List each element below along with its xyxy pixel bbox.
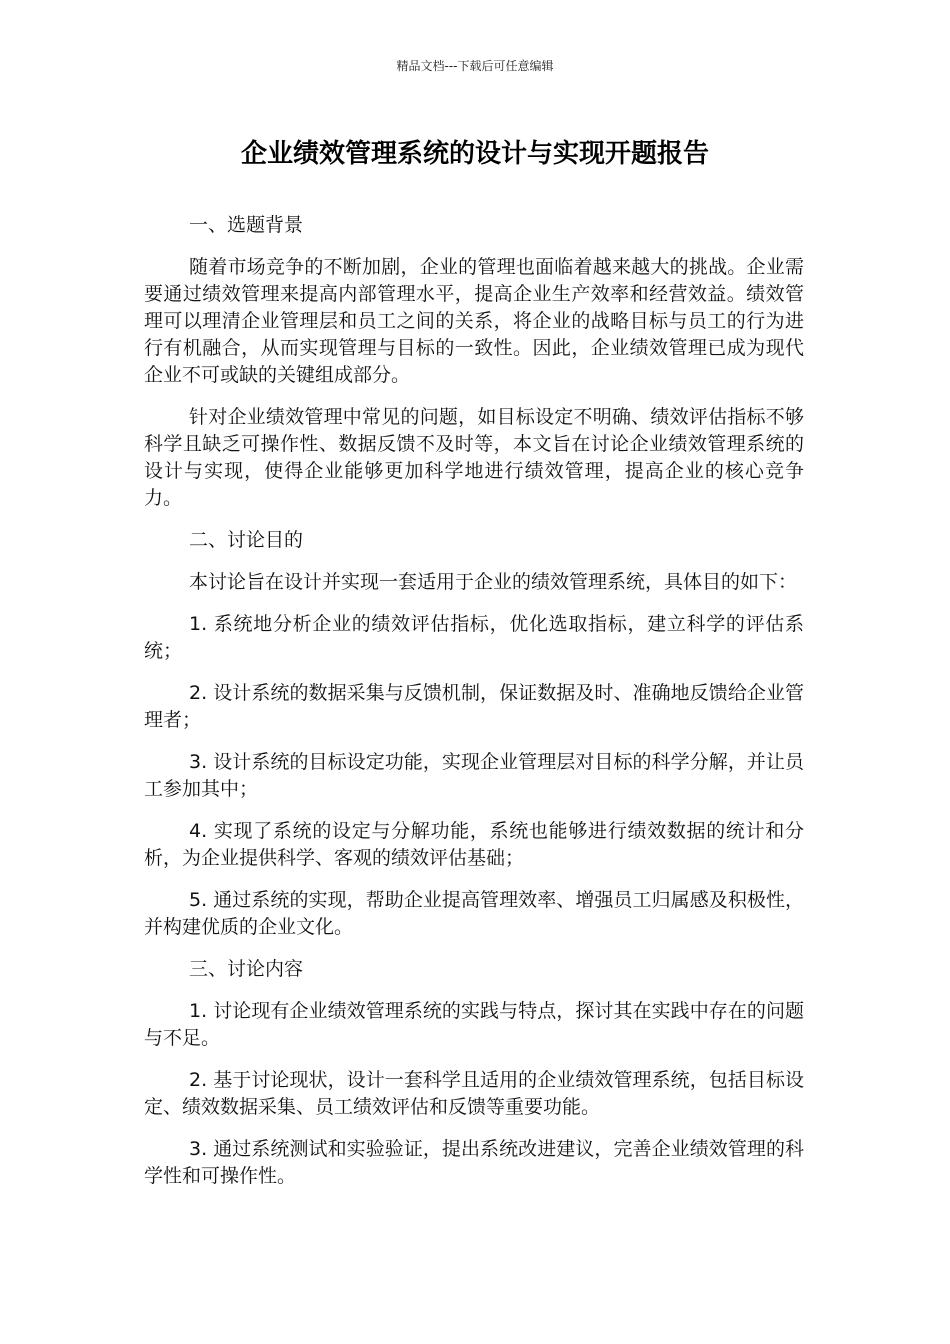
section-heading: 一、选题背景: [189, 214, 304, 236]
section-heading: 三、讨论内容: [189, 958, 304, 980]
paragraph: 本讨论旨在设计并实现一套适用于企业的绩效管理系统，具体目的如下：: [189, 571, 798, 593]
list-item: 3. 通过系统测试和实验验证，提出系统改进建议，完善企业绩效管理的科学性和可操作性。: [144, 1138, 804, 1187]
list-item: 2. 基于讨论现状，设计一套科学且适用的企业绩效管理系统，包括目标设定、绩效数据采集、员工绩效评估和反馈等重要功能。: [144, 1069, 804, 1118]
section-background: [144, 212, 804, 512]
list-item: 2. 设计系统的数据采集与反馈机制，保证数据及时、准确地反馈给企业管理者；: [144, 682, 804, 731]
document-body: [144, 212, 804, 1205]
section-content: [144, 956, 804, 1190]
section-purpose: [144, 527, 804, 941]
section-heading: 二、讨论目的: [189, 529, 304, 551]
list-item: 5. 通过系统的实现，帮助企业提高管理效率、增强员工归属感及积极性，并构建优质的企业文化。: [144, 889, 804, 938]
list-item: 4. 实现了系统的设定与分解功能，系统也能够进行绩效数据的统计和分析，为企业提供科学、客观的绩效评估基础；: [144, 820, 804, 869]
list-item: 1. 讨论现有企业绩效管理系统的实践与特点，探讨其在实践中存在的问题与不足。: [144, 1000, 804, 1049]
header-note: 精品文档---下载后可任意编辑: [396, 59, 554, 73]
paragraph: 随着市场竞争的不断加剧，企业的管理也面临着越来越大的挑战。企业需要通过绩效管理来提高内部管理水平，提高企业生产效率和经营效益。绩效管理可以理清企业管理层和员工之间的关系，将企业的战略目标与员工的行为进行有机融合，从而实现管理与目标的一致性。因此，企业绩效管理已成为现代企业不可或缺的关键组成部分。: [144, 256, 804, 386]
document-title: 企业绩效管理系统的设计与实现开题报告: [240, 139, 709, 169]
paragraph: 针对企业绩效管理中常见的问题，如目标设定不明确、绩效评估指标不够科学且缺乏可操作性、数据反馈不及时等，本文旨在讨论企业绩效管理系统的设计与实现，使得企业能够更加科学地进行绩效管理，提高企业的核心竞争力。: [144, 406, 804, 509]
list-item: 3. 设计系统的目标设定功能，实现企业管理层对目标的科学分解，并让员工参加其中；: [144, 751, 804, 800]
list-item: 1. 系统地分析企业的绩效评估指标，优化选取指标，建立科学的评估系统；: [144, 613, 804, 662]
